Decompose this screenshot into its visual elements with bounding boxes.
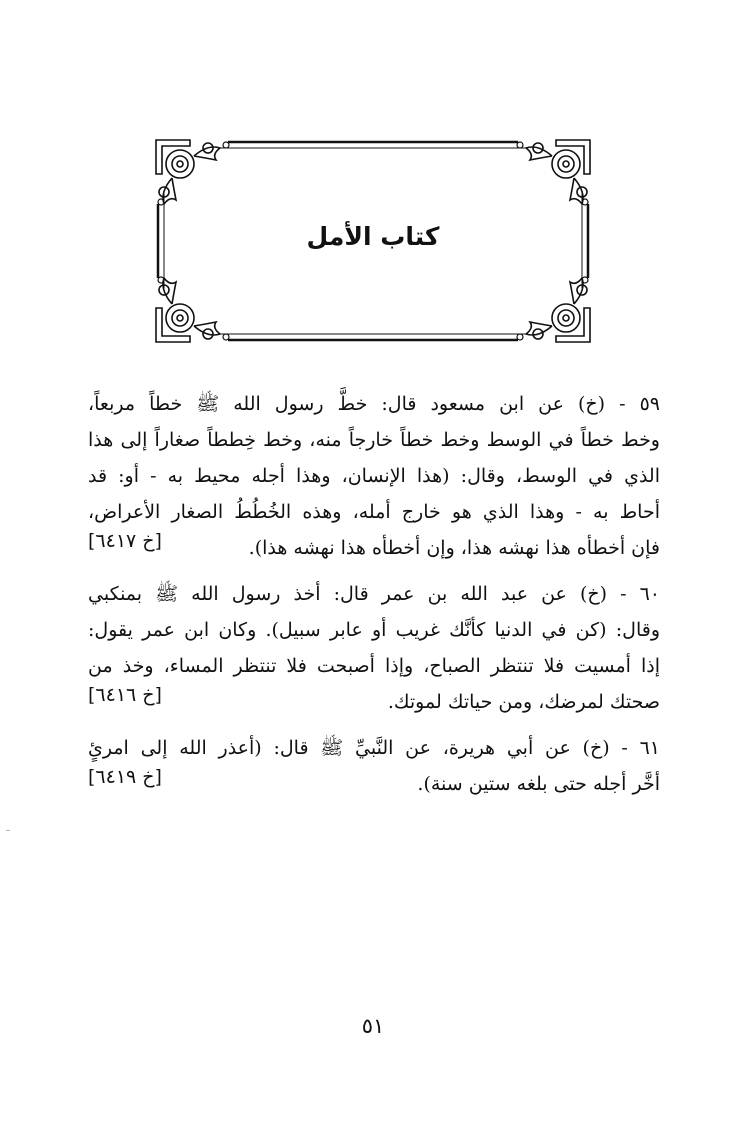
hadith-reference: [خ ٦٤١٦] [88, 684, 162, 706]
hadith-line: الذي في الوسط، وقال: (هذا الإنسان، وهذا أجله محيط به - أو: قد [88, 465, 660, 487]
scan-speck [6, 830, 10, 831]
hadith-line: إذا أمسيت فلا تنتظر الصباح، وإذا أصبحت فلا تنتظر المساء، وخذ من [88, 655, 660, 677]
page-number: ٥١ [361, 1014, 385, 1038]
hadith-line: ٦١ - (خ) عن أبي هريرة، عن النَّبيِّ ﷺ قال: (أعذر الله إلى امرئٍ [88, 737, 660, 759]
hadith-line: أخَّر أجله حتى بلغه ستين سنة). [417, 773, 660, 795]
hadith-59 [88, 386, 660, 566]
hadith-line: ٥٩ - (خ) عن ابن مسعود قال: خطَّ رسول الله ﷺ خطاً مربعاً، [88, 393, 660, 415]
hadith-reference: [خ ٦٤١٩] [88, 766, 162, 788]
hadith-60 [88, 576, 660, 720]
hadith-61 [88, 730, 660, 802]
hadith-line: ٦٠ - (خ) عن عبد الله بن عمر قال: أخذ رسول الله ﷺ بمنكبي [88, 583, 660, 605]
hadith-line: وقال: (كن في الدنيا كأنَّك غريب أو عابر سبيل). وكان ابن عمر يقول: [88, 619, 660, 641]
hadith-line: صحتك لمرضك، ومن حياتك لموتك. [387, 691, 660, 713]
hadith-line: فإن أخطأه هذا نهشه هذا، وإن أخطأه هذا نهشه هذا). [248, 537, 660, 559]
chapter-title: كتاب الأمل [306, 222, 440, 251]
hadith-reference: [خ ٦٤١٧] [88, 530, 162, 552]
hadith-line: أحاط به - وهذا الذي هو خارج أمله، وهذه الخُطُطُ الصغار الأعراض، [88, 501, 660, 523]
hadith-line: وخط خطاً في الوسط وخط خطاً خارجاً منه، وخط خِططاً صغاراً إلى هذا [88, 429, 660, 451]
